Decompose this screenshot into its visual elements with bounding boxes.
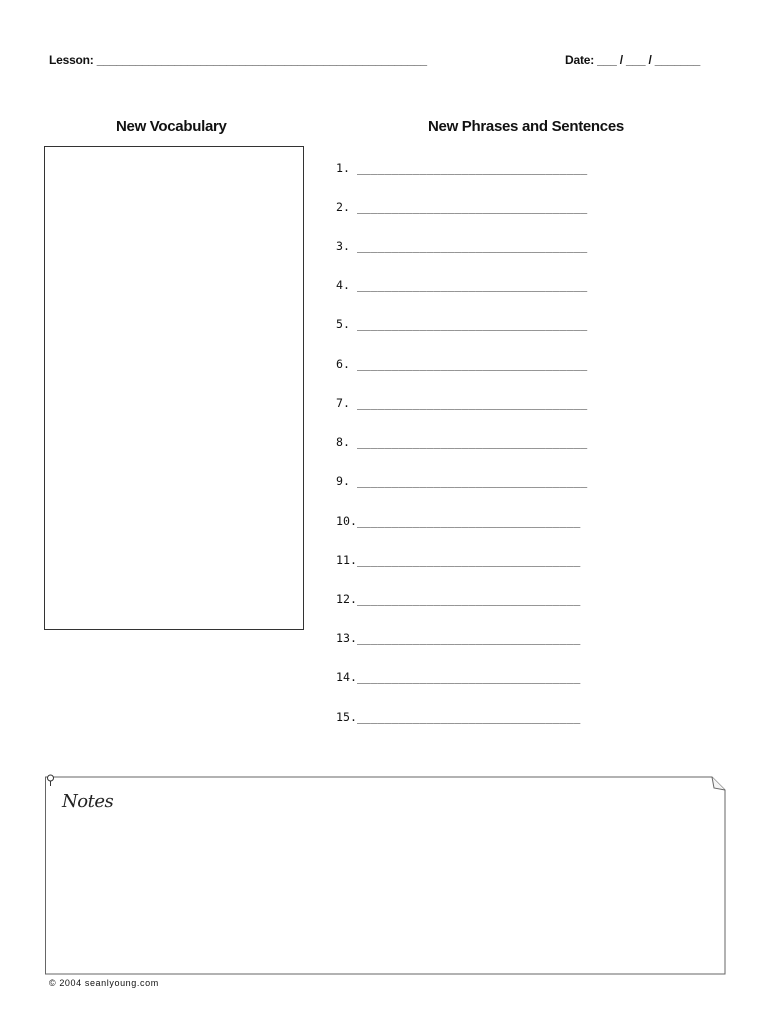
phrase-line-11[interactable]: 11.________________________________ bbox=[336, 553, 581, 567]
phrase-line-8[interactable]: 8. _________________________________ bbox=[336, 435, 588, 449]
phrase-line-9[interactable]: 9. _________________________________ bbox=[336, 474, 588, 488]
copyright-text: © 2004 seanlyoung.com bbox=[49, 978, 159, 988]
phrase-line-7[interactable]: 7. _________________________________ bbox=[336, 396, 588, 410]
notes-frame bbox=[44, 773, 728, 978]
phrase-line-10[interactable]: 10.________________________________ bbox=[336, 514, 581, 528]
notes-title: Notes bbox=[62, 791, 114, 812]
phrase-line-1[interactable]: 1. _________________________________ bbox=[336, 161, 588, 175]
page-curl-icon bbox=[712, 777, 725, 790]
phrase-line-3[interactable]: 3. _________________________________ bbox=[336, 239, 588, 253]
phrase-line-5[interactable]: 5. _________________________________ bbox=[336, 317, 588, 331]
phrase-line-2[interactable]: 2. _________________________________ bbox=[336, 200, 588, 214]
phrase-line-4[interactable]: 4. _________________________________ bbox=[336, 278, 588, 292]
phrase-line-6[interactable]: 6. _________________________________ bbox=[336, 357, 588, 371]
phrase-line-14[interactable]: 14.________________________________ bbox=[336, 670, 581, 684]
phrases-title: New Phrases and Sentences bbox=[428, 118, 624, 135]
vocabulary-box[interactable] bbox=[44, 146, 304, 630]
vocabulary-title: New Vocabulary bbox=[116, 118, 227, 135]
phrase-line-15[interactable]: 15.________________________________ bbox=[336, 710, 581, 724]
notes-area[interactable] bbox=[44, 773, 728, 978]
phrase-line-13[interactable]: 13.________________________________ bbox=[336, 631, 581, 645]
phrase-line-12[interactable]: 12.________________________________ bbox=[336, 592, 581, 606]
lesson-field[interactable]: Lesson: ___________________________________________________ bbox=[49, 53, 427, 67]
date-field[interactable]: Date: ___ / ___ / _______ bbox=[565, 53, 701, 67]
